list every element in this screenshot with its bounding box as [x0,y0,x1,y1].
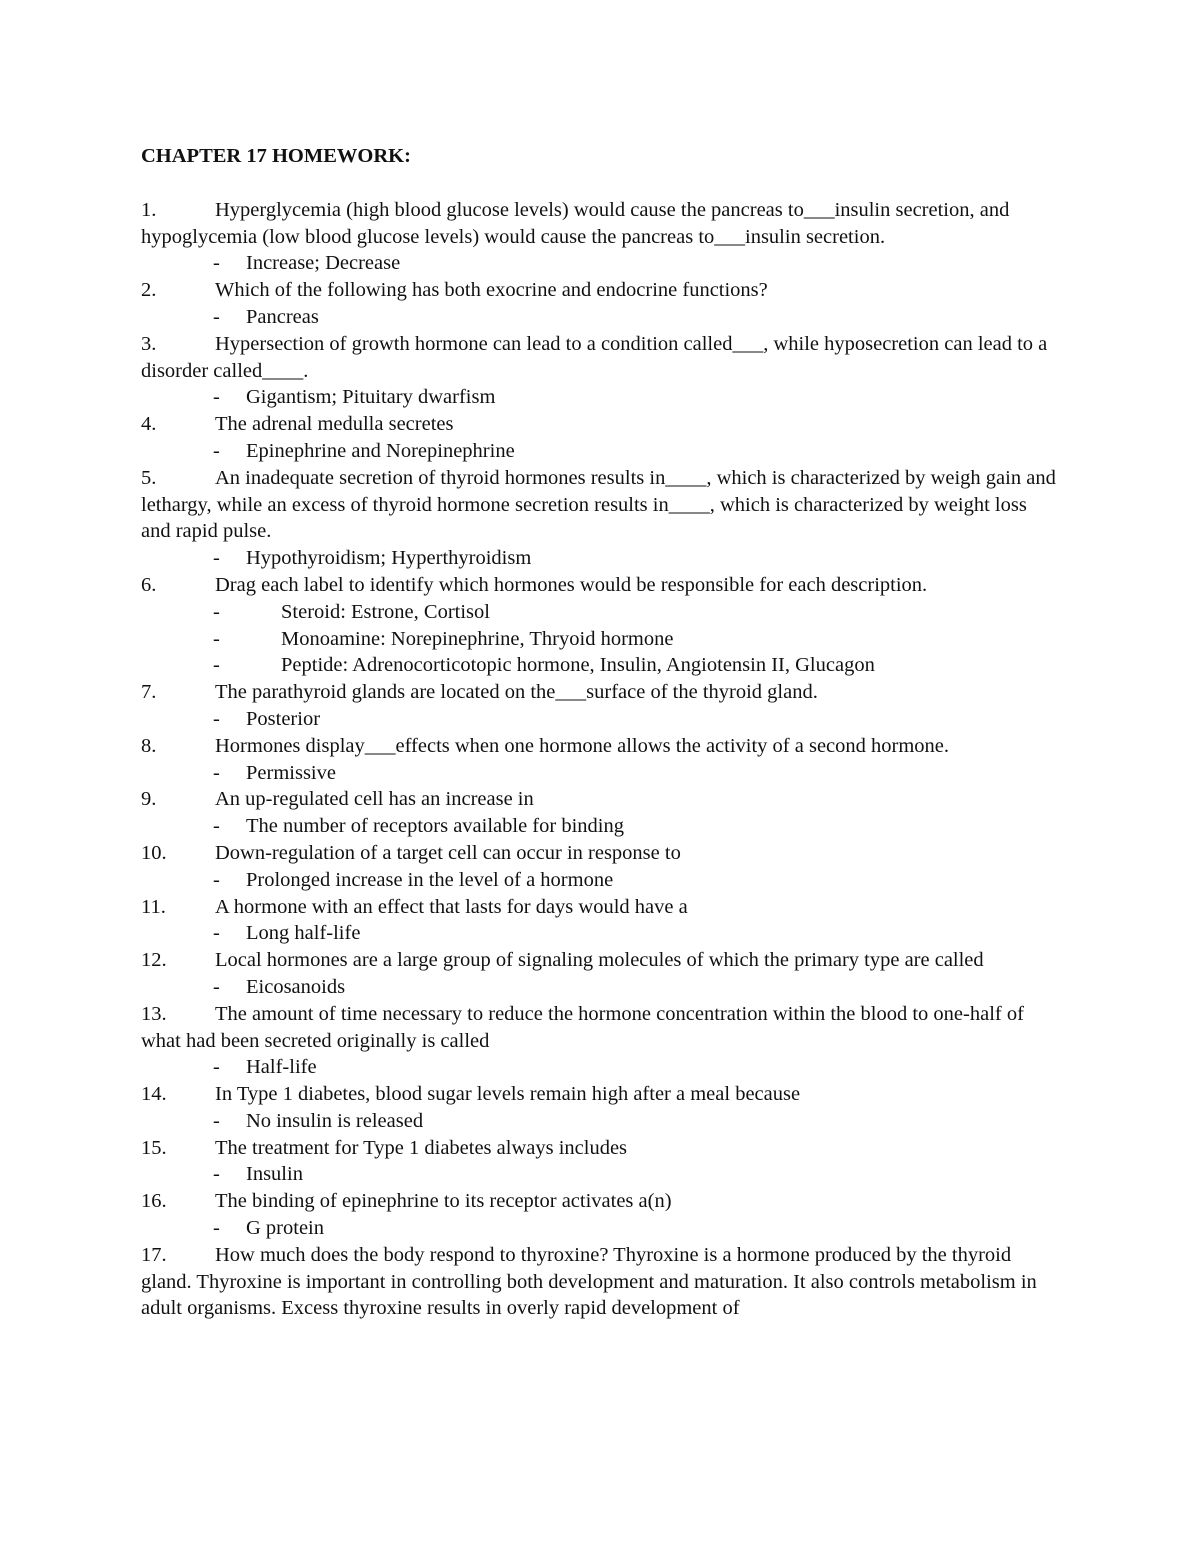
question-text: Which of the following has both exocrine and endocrine functions? [215,279,768,302]
question-text: The treatment for Type 1 diabetes always includes [215,1136,628,1159]
question-text: An up-regulated cell has an increase in [215,788,534,811]
question-item [141,331,1056,385]
answer-bullet: - [213,815,220,838]
question-item [141,465,1056,545]
question-item [141,1242,1056,1322]
answer-item [141,1215,1056,1242]
answer-item [141,1108,1056,1135]
answer-text: Permissive [246,761,336,784]
question-number: 3. [141,332,157,355]
question-number: 8. [141,734,157,757]
answer-text: Eicosanoids [246,975,346,998]
answer-text: Insulin [246,1163,303,1186]
question-number: 16. [141,1190,167,1213]
question-item [141,197,1056,251]
answer-bullet: - [213,1109,220,1132]
document-content [141,143,1056,1322]
question-number: 14. [141,1083,167,1106]
question-text: Hypersection of growth hormone can lead to a condition called___, while hyposecretion can lead to a disorder called____. [141,332,1048,382]
question-item [141,947,1056,974]
answer-text: No insulin is released [246,1109,424,1132]
question-item [141,1188,1056,1215]
answer-bullet: - [213,305,220,328]
answer-text: Hypothyroidism; Hyperthyroidism [246,547,532,570]
answer-bullet: - [213,868,220,891]
question-text: Local hormones are a large group of signaling molecules of which the primary type are called [215,949,984,972]
answer-bullet: - [213,707,220,730]
question-item [141,1135,1056,1162]
answer-item [141,920,1056,947]
question-item [141,1081,1056,1108]
answer-item [141,304,1056,331]
answer-bullet: - [213,1163,220,1186]
answer-bullet: - [213,1056,220,1079]
question-number: 1. [141,198,157,221]
answer-item [141,545,1056,572]
answer-bullet: - [213,547,220,570]
question-item [141,679,1056,706]
question-text: The binding of epinephrine to its receptor activates a(n) [215,1190,672,1213]
answer-text: Peptide: Adrenocorticotopic hormone, Insulin, Angiotensin II, Glucagon [281,654,875,677]
answer-text: Pancreas [246,305,319,328]
question-number: 9. [141,788,157,811]
answer-item [141,813,1056,840]
answer-bullet: - [213,600,220,623]
question-item [141,894,1056,921]
question-list [141,197,1056,1322]
answer-item [141,438,1056,465]
answer-item [141,599,1056,626]
question-text: Down-regulation of a target cell can occur in response to [215,841,681,864]
answer-text: Half-life [246,1056,317,1079]
answer-bullet: - [213,627,220,650]
question-text: Hormones display___effects when one hormone allows the activity of a second hormone. [215,734,950,757]
answer-bullet: - [213,654,220,677]
question-number: 7. [141,681,157,704]
answer-item [141,384,1056,411]
answer-bullet: - [213,252,220,275]
answer-bullet: - [213,386,220,409]
answer-text: G protein [246,1217,324,1240]
answer-item [141,706,1056,733]
question-text: An inadequate secretion of thyroid hormones results in____, which is characterized by weigh gain and lethargy, while an excess of thyroid hormone secretion results in____, which is characterized by weight loss and rapid pulse. [141,466,1056,543]
question-number: 6. [141,573,157,596]
answer-bullet: - [213,922,220,945]
answer-bullet: - [213,1217,220,1240]
question-item [141,572,1056,599]
question-number: 2. [141,279,157,302]
question-text: The parathyroid glands are located on the___surface of the thyroid gland. [215,681,818,704]
question-number: 4. [141,413,157,436]
question-number: 12. [141,949,167,972]
answer-text: Epinephrine and Norepinephrine [246,439,515,462]
question-number: 10. [141,841,167,864]
answer-text: Long half-life [246,922,361,945]
answer-text: The number of receptors available for binding [246,815,624,838]
answer-item [141,626,1056,653]
question-text: Drag each label to identify which hormones would be responsible for each description. [215,573,928,596]
question-item [141,733,1056,760]
question-number: 11. [141,895,166,918]
answer-item [141,974,1056,1001]
answer-bullet: - [213,975,220,998]
question-item [141,786,1056,813]
question-text: The adrenal medulla secretes [215,413,454,436]
question-text: How much does the body respond to thyroxine? Thyroxine is a hormone produced by the thyroid gland. Thyroxine is important in controlling both development and maturation. It also controls metabolism in adult organisms. Excess thyroxine results in overly rapid development of [141,1243,1037,1320]
answer-item [141,1054,1056,1081]
answer-item [141,867,1056,894]
answer-text: Monoamine: Norepinephrine, Thryoid hormone [281,627,674,650]
answer-item [141,1161,1056,1188]
question-text: A hormone with an effect that lasts for days would have a [215,895,688,918]
answer-bullet: - [213,761,220,784]
question-text: In Type 1 diabetes, blood sugar levels remain high after a meal because [215,1083,801,1106]
question-number: 17. [141,1243,167,1266]
answer-text: Gigantism; Pituitary dwarfism [246,386,496,409]
question-text: The amount of time necessary to reduce the hormone concentration within the blood to one-half of what had been secreted originally is called [141,1002,1024,1052]
answer-item [141,652,1056,679]
answer-bullet: - [213,439,220,462]
document-title: CHAPTER 17 HOMEWORK: [141,145,411,167]
question-item [141,277,1056,304]
question-item [141,840,1056,867]
question-number: 13. [141,1002,167,1025]
answer-text: Increase; Decrease [246,252,401,275]
answer-text: Steroid: Estrone, Cortisol [281,600,490,623]
answer-item [141,250,1056,277]
question-number: 5. [141,466,157,489]
question-item [141,1001,1056,1055]
answer-item [141,760,1056,787]
question-text: Hyperglycemia (high blood glucose levels) would cause the pancreas to___insulin secretion, and hypoglycemia (low blood glucose levels) would cause the pancreas to___insulin secretion. [141,198,1010,248]
question-number: 15. [141,1136,167,1159]
answer-text: Posterior [246,707,321,730]
answer-text: Prolonged increase in the level of a hormone [246,868,614,891]
question-item [141,411,1056,438]
